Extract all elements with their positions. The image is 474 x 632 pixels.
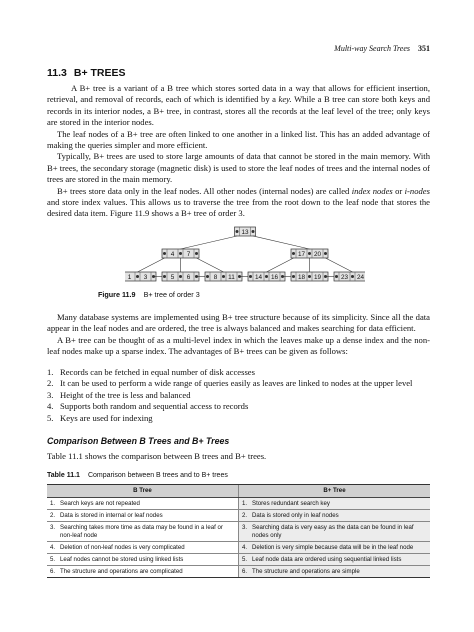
list-item: 1. Records can be fetched in equal number of disk accesses <box>47 367 255 377</box>
table-cell: 5. Leaf nodes cannot be stored using linked lists <box>47 554 239 566</box>
node-key: 14 <box>254 273 263 281</box>
database-paragraphs <box>47 312 430 358</box>
node-key: 24 <box>356 273 365 281</box>
node-pointer <box>308 252 311 255</box>
section-heading <box>47 67 126 79</box>
bplus-tree-figure <box>125 226 365 284</box>
table-cell: 2. Data is stored only in leaf nodes <box>239 510 431 522</box>
node-pointer <box>206 275 209 278</box>
table-cell: 3. Searching data is very easy as the data can be found in leaf nodes only <box>239 522 431 542</box>
node-key: 23 <box>340 273 349 281</box>
comparison-table <box>47 484 430 578</box>
table-cell: 4. Deletion of non-leaf nodes is very complicated <box>47 542 239 554</box>
column-header: B Tree <box>47 485 239 498</box>
section-title: B+ TREES <box>73 67 126 79</box>
table-header-row <box>47 485 430 498</box>
node-pointer <box>163 252 166 255</box>
child-edge <box>197 258 224 272</box>
figure-caption <box>98 290 200 299</box>
table-cell: 6. The structure and operations are simple <box>239 566 431 578</box>
list-item: 2. It can be used to perform a wide range of queries easily as leaves are linked to nodes at the upper level <box>47 378 413 389</box>
node-pointer <box>265 275 268 278</box>
node-key: 6 <box>186 273 191 281</box>
node-key: 8 <box>213 273 218 281</box>
column-header: B+ Tree <box>239 485 431 498</box>
paragraph: Many database systems are implemented using B+ tree structure because of its simplicity. Since all the data appear in the leaf nodes and are ordered, the tree is always balanced and makes searching for data efficient. <box>47 312 430 334</box>
child-edge <box>267 258 294 272</box>
table-cell: 4. Deletion is very simple because data will be in the leaf node <box>239 542 431 554</box>
child-edge <box>253 236 310 249</box>
node-pointer <box>292 252 295 255</box>
subsection-heading: Comparison Between B Trees and B+ Trees <box>47 436 230 446</box>
figure-label: Figure 11.9 <box>98 290 136 299</box>
table-cell: 6. The structure and operations are complicated <box>47 566 239 578</box>
paragraph: A B+ tree can be thought of as a multi-level index in which the leaves make up a dense index and the non-leaf nodes make up a sparse index. The advantages of B+ trees can be given as follows: <box>47 334 430 357</box>
node-pointer <box>351 275 354 278</box>
node-key: 19 <box>313 273 322 281</box>
table-row <box>47 566 430 578</box>
table-row <box>47 554 430 566</box>
node-pointer <box>236 230 239 233</box>
node-pointer <box>179 252 182 255</box>
table-cell: 1. Stores redundant search key <box>239 498 431 510</box>
running-header-title: Multi-way Search Trees <box>334 44 410 53</box>
node-pointer <box>195 252 198 255</box>
node-key: 13 <box>241 228 249 236</box>
node-key: 17 <box>297 250 306 258</box>
node-key: 4 <box>170 250 175 258</box>
node-key: 3 <box>143 273 148 281</box>
page-number: 351 <box>418 44 430 53</box>
paragraph: The leaf nodes of a B+ tree are often linked to one another in a linked list. This has an added advantage of making the queries simpler and more efficient. <box>47 128 430 151</box>
table-row <box>47 542 430 554</box>
paragraph: B+ trees store data only in the leaf nodes. All other nodes (internal nodes) are called index nodes or i-nodes and store index values. This allows us to traverse the tree from the root down to the leaf node that stores the desired data item. Figure 11.9 shows a B+ tree of order 3. <box>47 185 430 219</box>
intro-paragraphs <box>47 83 430 220</box>
table-label: Table 11.1 <box>47 472 80 479</box>
paragraph: Table 11.1 shows the comparison between B trees and B+ trees. <box>47 451 267 461</box>
table-cell: 3. Searching takes more time as data may be found in a leaf or non-leaf node <box>47 522 239 542</box>
list-item: 5. Keys are used for indexing <box>47 412 153 423</box>
node-key: 16 <box>270 273 279 281</box>
node-pointer <box>252 230 255 233</box>
child-edge <box>326 258 353 272</box>
node-pointer <box>179 275 182 278</box>
table-row <box>47 522 430 542</box>
node-pointer <box>292 275 295 278</box>
paragraph: A B+ tree is a variant of a B tree which stores sorted data in a way that allows for efficient insertion, retrieval, and removal of records, each of which is identified by a key. While a B tree can store both keys and records in its interior nodes, a B+ tree, in contrast, stores all the records at the leaf level of the tree; only keys are stored in the interior nodes. <box>47 83 430 128</box>
node-pointer <box>308 275 311 278</box>
table-cell: 2. Data is stored in internal or leaf nodes <box>47 510 239 522</box>
running-header <box>0 44 430 53</box>
node-pointer <box>324 252 327 255</box>
node-pointer <box>335 275 338 278</box>
node-key: 18 <box>297 273 306 281</box>
child-edge <box>138 258 165 272</box>
table-row <box>47 510 430 522</box>
node-pointer <box>136 275 139 278</box>
table-cell: 1. Search keys are not repeated <box>47 498 239 510</box>
node-key: 20 <box>313 250 322 258</box>
list-item: 3. Height of the tree is less and balanced <box>47 389 191 400</box>
section-number: 11.3 <box>47 67 67 79</box>
table-caption-text: Comparison between B trees and to B+ trees <box>87 472 228 479</box>
node-key: 5 <box>170 273 175 281</box>
figure-caption-text: B+ tree of order 3 <box>143 290 200 299</box>
node-pointer <box>249 275 252 278</box>
advantages-list <box>47 367 430 424</box>
table-cell: 5. Leaf node data are ordered using sequential linked lists <box>239 554 431 566</box>
node-key: 11 <box>228 273 235 281</box>
node-key: 7 <box>186 250 191 258</box>
list-item: 4. Supports both random and sequential access to records <box>47 401 249 412</box>
table-caption <box>47 472 228 479</box>
child-edge <box>181 236 238 249</box>
table-row <box>47 498 430 510</box>
node-pointer <box>163 275 166 278</box>
node-key: 1 <box>127 273 132 281</box>
node-pointer <box>222 275 225 278</box>
paragraph: Typically, B+ trees are used to store large amounts of data that cannot be stored in the main memory. With B+ trees, the secondary storage (magnetic disk) is used to store the leaf nodes of trees and the internal nodes of trees are stored in the main memory. <box>47 151 430 185</box>
